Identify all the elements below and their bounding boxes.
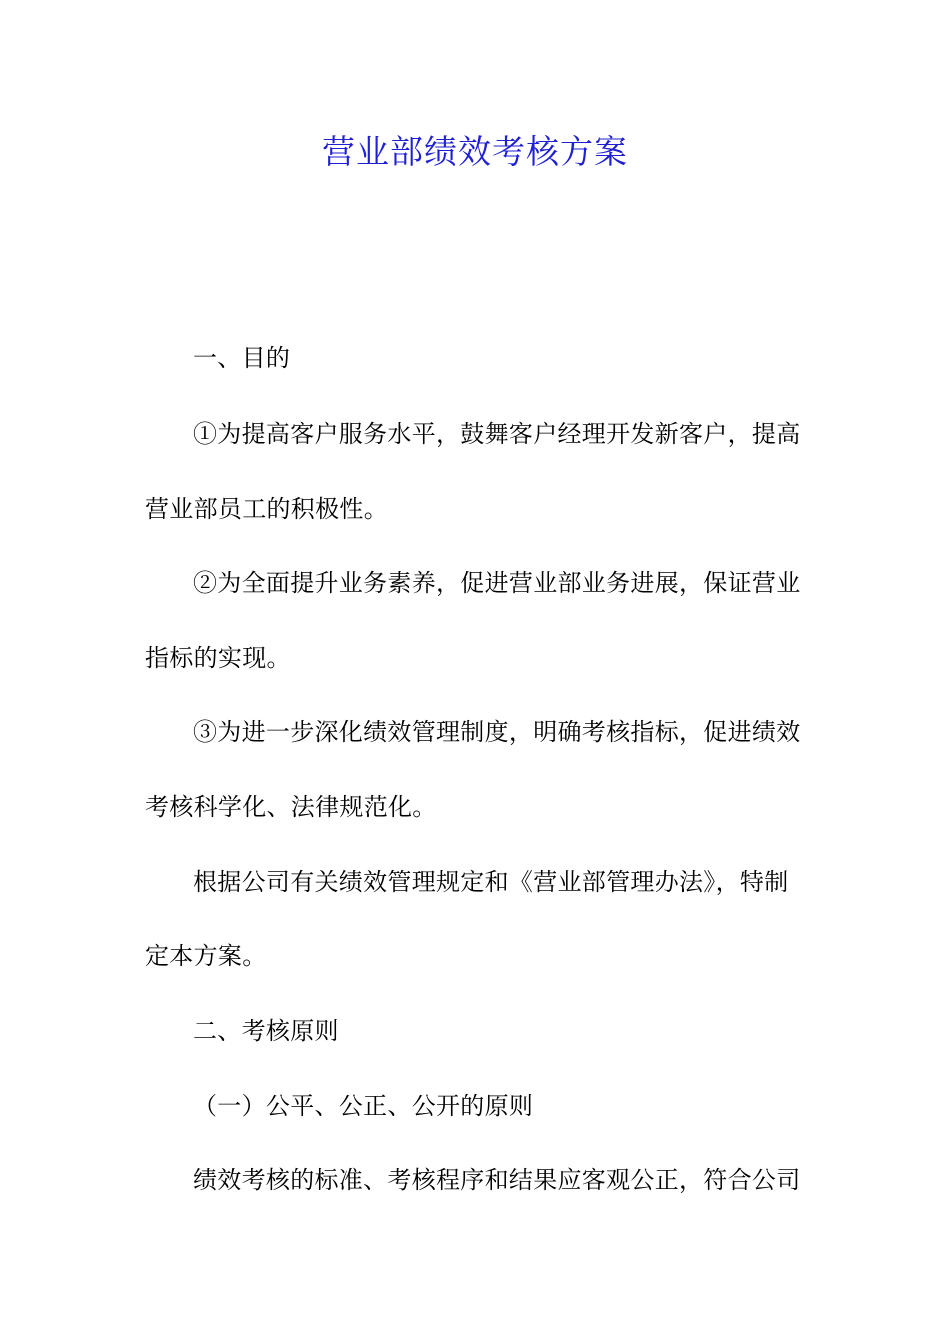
paragraph-line: 指标的实现。	[145, 644, 291, 672]
subsection-heading: （一）公平、公正、公开的原则	[193, 1092, 534, 1120]
section-heading-purpose: 一、目的	[193, 344, 291, 372]
paragraph-line: 根据公司有关绩效管理规定和《营业部管理办法》，特制	[193, 868, 789, 896]
paragraph-line: ③为进一步深化绩效管理制度，明确考核指标，促进绩效	[193, 718, 801, 746]
paragraph-line: 绩效考核的标准、考核程序和结果应客观公正，符合公司	[193, 1166, 801, 1194]
paragraph-line: 营业部员工的积极性。	[145, 495, 388, 523]
paragraph-line: 考核科学化、法律规范化。	[145, 793, 437, 821]
paragraph-line: ②为全面提升业务素养，促进营业部业务进展，保证营业	[193, 569, 801, 597]
paragraph-line: 定本方案。	[145, 942, 267, 970]
document-title: 营业部绩效考核方案	[322, 132, 628, 171]
paragraph-line: ①为提高客户服务水平，鼓舞客户经理开发新客户，提高	[193, 420, 801, 448]
section-heading-principles: 二、考核原则	[193, 1017, 339, 1045]
